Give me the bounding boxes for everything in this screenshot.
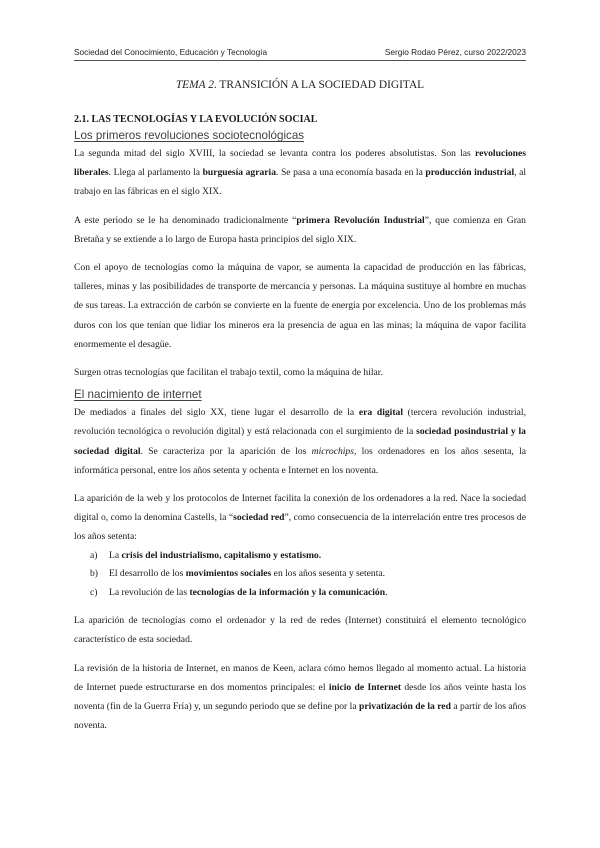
paragraph: La aparición de la web y los protocolos de Internet facilita la conexión de los ordenadores a la red. Nace la sociedad digital o, como la denomina Castells, la “sociedad red”, como consecuencia de la interrelación entre tres procesos de los años setenta:	[74, 493, 526, 543]
page-header	[74, 43, 526, 61]
section-heading: 2.1. LAS TECNOLOGÍAS Y LA EVOLUCIÓN SOCIAL	[74, 114, 318, 125]
process-list	[74, 547, 526, 603]
document-body	[74, 112, 526, 735]
list-item: b) El desarrollo de los movimientos sociales en los años sesenta y setenta.	[90, 568, 386, 580]
page-title	[0, 79, 600, 91]
list-item: a) La crisis del industrialismo, capitalismo y estatismo.	[90, 549, 322, 561]
paragraph: A este periodo se le ha denominado tradicionalmente “primera Revolución Industrial”, que comienza en Gran Bretaña y se extiende a lo largo de Europa hasta principios del siglo XIX.	[74, 214, 526, 245]
paragraph: La segunda mitad del siglo XVIII, la sociedad se levanta contra los poderes absolutistas. Son las revoluciones liberales. Llega al parlamento la burguesía agraria. Se pasa a una economía basada en la producción industrial, al trabajo en las fábricas en el siglo XIX.	[74, 148, 526, 198]
paragraph: Con el apoyo de tecnologías como la máquina de vapor, se aumenta la capacidad de producción en las fábricas, talleres, minas y las posibilidades de transporte de mercancía y personas. La máquina sustituye al hombre en muchas de sus tareas. La extracción de carbón se convierte en la fuente de energía por excelencia. Uno de los problemas más duros con los que tenían que lidiar los mineros era la presencia de agua en las minas; la máquina de vapor facilita enormemente el desagüe.	[74, 262, 526, 350]
paragraph: Surgen otras tecnologías que facilitan el trabajo textil, como la máquina de hilar.	[74, 367, 383, 379]
paragraph: De mediados a finales del siglo XX, tiene lugar el desarrollo de la era digital (tercera revolución industrial, revolución tecnológica o revolución digital) y está relacionada con el surgimiento de la sociedad posindustrial y la sociedad digital. Se caracteriza por la aparición de los microchips, los ordenadores en los años sesenta, la informática personal, entre los años setenta y ochenta e Internet en los noventa.	[74, 407, 526, 476]
subheading-revoluciones: Los primeros revoluciones sociotecnológicas	[74, 129, 305, 142]
paragraph: La aparición de tecnologías como el ordenador y la red de redes (Internet) constituirá el elemento tecnológico característico de esta sociedad.	[74, 615, 526, 646]
list-item: c) La revolución de las tecnologías de la información y la comunicación.	[90, 586, 388, 598]
header-author: Sergio Rodao Pérez, curso 2022/2023	[384, 47, 526, 57]
title-tema: TEMA 2	[175, 79, 214, 91]
subheading-internet: El nacimiento de internet	[74, 388, 202, 402]
title-text: . TRANSICIÓN A LA SOCIEDAD DIGITAL	[213, 79, 425, 91]
paragraph: La revisión de la historia de Internet, en manos de Keen, aclara cómo hemos llegado al momento actual. La historia de Internet puede estructurarse en dos momentos principales: el inicio de Internet desde los años veinte hasta los noventa (fin de la Guerra Fría) y, un segundo periodo que se define por la privatización de la red a partir de los años noventa.	[74, 662, 526, 732]
header-course: Sociedad del Conocimiento, Educación y Tecnología	[74, 47, 268, 57]
